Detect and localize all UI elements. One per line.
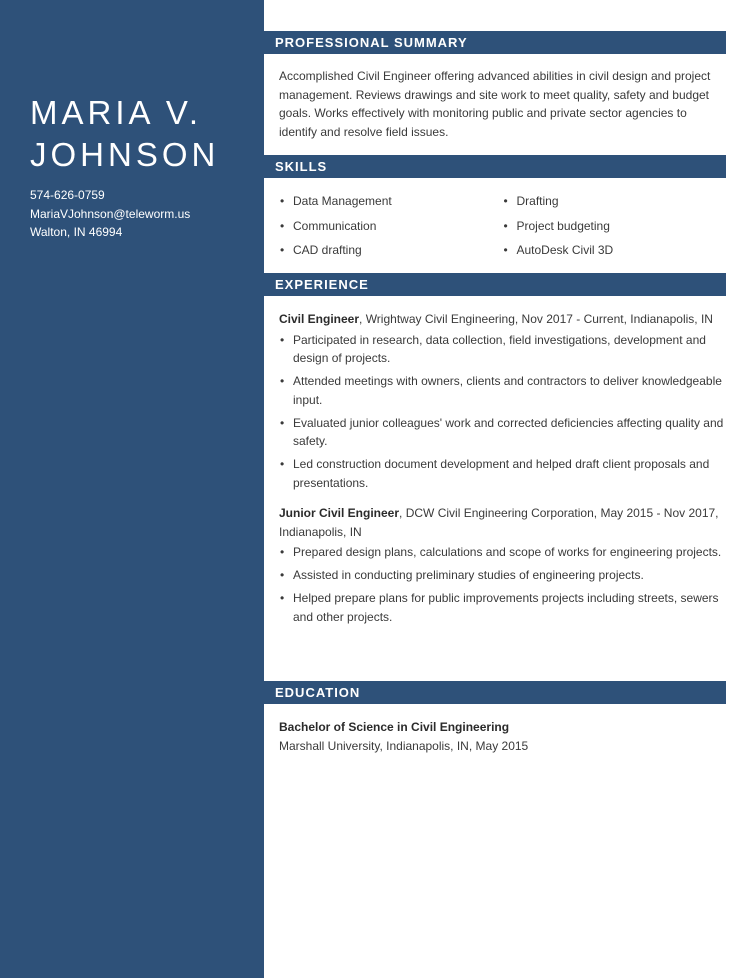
phone-number: 574-626-0759 <box>30 188 105 202</box>
job-bullet: • Led construction document development and helped draft client proposals and presentations. <box>279 455 726 492</box>
main-content <box>264 0 755 978</box>
name-line-2: JOHNSON <box>30 136 220 173</box>
section-header-skills: SKILLS <box>264 155 726 178</box>
education-degree: Bachelor of Science in Civil Engineering <box>279 720 510 734</box>
job-title: Civil Engineer <box>279 312 360 326</box>
job-entry <box>279 310 726 492</box>
job-bullets <box>279 543 726 626</box>
skill-item: • Data Management <box>279 192 503 217</box>
skill-item: • CAD drafting <box>279 241 503 266</box>
job-details: , DCW Civil Engineering Corporation, May 2015 - Nov 2017, Indianapolis, IN <box>279 506 719 539</box>
sidebar <box>0 0 264 978</box>
email-address: MariaVJohnson@teleworm.us <box>30 206 191 221</box>
skill-item: • Project budgeting <box>503 217 727 242</box>
skill-item: • AutoDesk Civil 3D <box>503 241 727 266</box>
skills-column-right <box>503 192 727 266</box>
job-heading <box>279 504 726 541</box>
job-bullet: • Helped prepare plans for public improvements projects including streets, sewers and other projects. <box>279 589 726 626</box>
person-name <box>30 92 219 176</box>
location: Walton, IN 46994 <box>30 225 123 239</box>
job-bullets <box>279 331 726 493</box>
job-bullet: • Evaluated junior colleagues' work and corrected deficiencies affecting quality and safety. <box>279 414 726 451</box>
skills-list <box>279 192 726 266</box>
section-header-summary: PROFESSIONAL SUMMARY <box>264 31 726 54</box>
job-bullet: • Participated in research, data collection, field investigations, development and design of projects. <box>279 331 726 368</box>
contact-info <box>30 186 190 242</box>
section-header-education: EDUCATION <box>264 681 726 704</box>
section-header-experience: EXPERIENCE <box>264 273 726 296</box>
job-bullet: • Assisted in conducting preliminary studies of engineering projects. <box>279 566 726 585</box>
job-details: , Wrightway Civil Engineering, Nov 2017 - Current, Indianapolis, IN <box>359 312 713 326</box>
job-title: Junior Civil Engineer <box>279 506 400 520</box>
name-line-1: MARIA V. <box>30 94 203 131</box>
job-entry <box>279 504 726 626</box>
summary-text: Accomplished Civil Engineer offering advanced abilities in civil design and project management. Reviews drawings and site work to meet quality, safety and budget goals. Works effectively with monitoring public and private sector agencies to identify and resolve field issues. <box>279 69 711 139</box>
summary-block <box>279 67 726 141</box>
experience-block <box>279 310 726 638</box>
education-block <box>279 718 726 755</box>
education-school: Marshall University, Indianapolis, IN, May 2015 <box>279 738 529 753</box>
skills-column-left <box>279 192 503 266</box>
job-bullet: • Attended meetings with owners, clients and contractors to deliver knowledgeable input. <box>279 372 726 409</box>
skill-item: • Communication <box>279 217 503 242</box>
skill-item: • Drafting <box>503 192 727 217</box>
job-heading <box>279 310 726 329</box>
job-bullet: • Prepared design plans, calculations and scope of works for engineering projects. <box>279 543 726 562</box>
